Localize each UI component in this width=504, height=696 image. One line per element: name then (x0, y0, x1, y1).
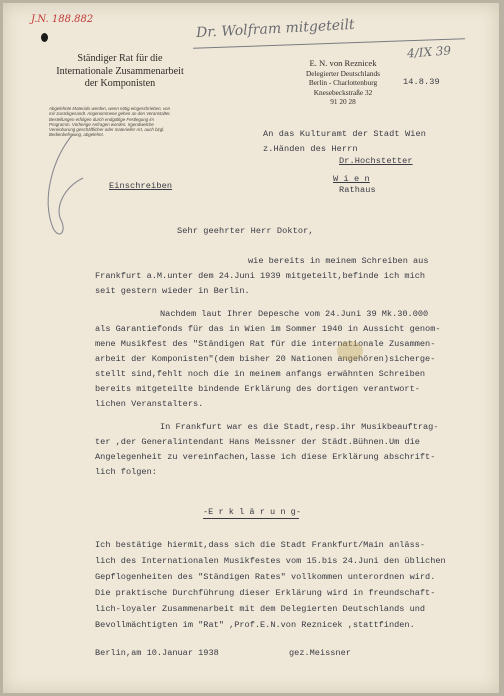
sender-name: E. N. von Reznicek (309, 58, 377, 68)
body-line: lichen Veranstalters. (95, 399, 204, 409)
recipient-line2: z.Händen des Herrn (263, 144, 358, 154)
punch-hole (41, 33, 48, 42)
sender-title: Delegierter Deutschlands (306, 68, 380, 78)
body-line: In Frankfurt war es die Stadt,resp.ihr Musikbeauftrag- (160, 422, 439, 432)
declaration-signature: gez.Meissner (289, 648, 351, 658)
body-line: wie bereits in meinem Schreiben aus (248, 256, 429, 266)
salutation: Sehr geehrter Herr Doktor, (177, 226, 314, 236)
declaration-line: Gepflogenheiten des "Ständigen Rates" vollkommen unterordnen wird. (95, 572, 436, 582)
declaration-line: Ich bestätige hiermit,dass sich die Stadt Frankfurt/Main anläss- (95, 540, 426, 550)
pencil-date: 4/IX 39 (406, 43, 452, 61)
org-line3: der Komponisten (84, 78, 156, 89)
declaration-heading-underline (203, 518, 299, 519)
body-line: stellt sind,fehlt noch die in meinem anfangs erwähnten Schreiben (95, 369, 426, 379)
pencil-note: Dr. Wolfram mitgeteilt (195, 16, 356, 42)
declaration-line: Bevollmächtigten im "Rat" ,Prof.E.N.von Reznicek ,stattfinden. (95, 620, 415, 630)
sender-block (293, 59, 393, 107)
body-line: Angelegenheit zu vereinfachen,lasse ich diese Erklärung abschrift- (95, 452, 436, 462)
archive-number: J.N. 188.882 (31, 14, 94, 25)
org-line2: Internationale Zusammenarbeit (56, 65, 184, 77)
sender-street: Knesebeckstraße 32 (313, 87, 373, 97)
org-line1: Ständiger Rat für die (77, 53, 163, 64)
declaration-line: Die praktische Durchführung dieser Erklärung wird in freundschaft- (95, 588, 436, 598)
body-line: seit gestern wieder in Berlin. (95, 286, 250, 296)
letterhead-note: Abgelehnte Materials werden, wenn nötig eingeschrieben, von mir zurückgesandt. Angenommene gehen an den Veranstalter. Bestellungen erfolgen durch endgültige Festlegung im Programm. Vorherige Anfragen werden. Irgendwelche Vereinbarung geschäftlicher oder materieller Art, auch bzgl. Bedienbefreiung, abgelehnt. (49, 106, 171, 138)
declaration-line: lich des Internationalen Musikfestes vom 15.bis 24.Juni den üblichen (95, 556, 446, 566)
registered-mark: Einschreiben (109, 181, 173, 191)
body-line: arbeit der Komponisten"(dem bisher 20 Nationen angehören)sicherge- (95, 354, 436, 364)
body-line: bereits mitgeteilte bindende Erklärung des dortigen verantwort- (95, 384, 420, 394)
org-name (45, 53, 195, 91)
body-line: ter ,der Generalintendant Hans Meissner der Städt.Bühnen.Um die (95, 437, 420, 447)
sender-city: Berlin - Charlottenburg (308, 78, 378, 88)
paper-stain (337, 341, 363, 361)
body-line: Frankfurt a.M.unter dem 24.Juni 1939 mitgeteilt,befinde ich mich (95, 271, 426, 281)
sender-phone: 91 20 28 (330, 97, 356, 107)
declaration-place-date: Berlin,am 10.Januar 1938 (95, 648, 219, 658)
pencil-flourish (33, 128, 93, 248)
letter-date: 14.8.39 (403, 77, 440, 87)
letter-page (3, 3, 499, 693)
body-line: Nachdem laut Ihrer Depesche vom 24.Juni 39 Mk.30.000 (160, 309, 429, 319)
recipient-line5: Rathaus (339, 185, 376, 195)
recipient-line1: An das Kulturamt der Stadt Wien (263, 129, 426, 139)
declaration-heading: -E r k l ä r u n g- (203, 507, 301, 517)
body-line: lich folgen: (95, 467, 157, 477)
declaration-line: lich-loyaler Zusammenarbeit mit dem Delegierten Deutschlands und (95, 604, 426, 614)
body-line: mene Musikfest des "Ständigen Rat für die internationale Zusammen- (95, 339, 436, 349)
recipient-line3: Dr.Hochstetter (339, 156, 413, 166)
recipient-line4: W i e n (333, 174, 370, 184)
body-line: als Garantiefonds für das in Wien im Sommer 1940 in Aussicht genom- (95, 324, 441, 334)
